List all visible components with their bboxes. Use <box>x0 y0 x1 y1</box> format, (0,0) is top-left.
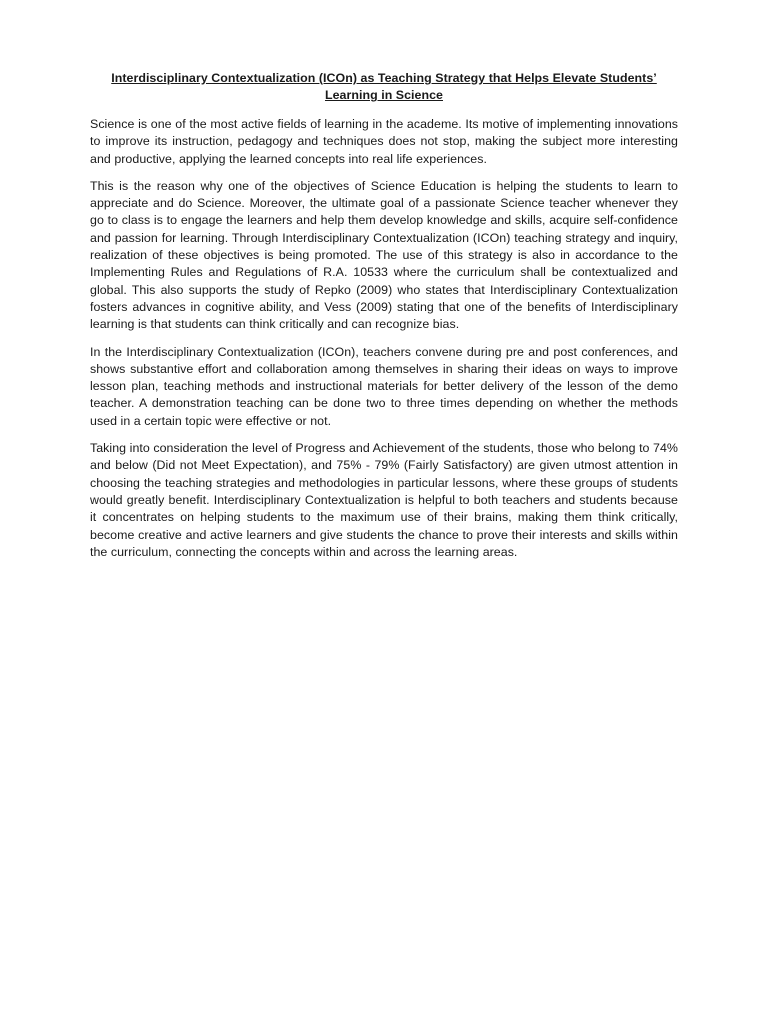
paragraph-4: Taking into consideration the level of Progress and Achievement of the students, those who belong to 74% and below (Did not Meet Expectation), and 75% - 79% (Fairly Satisfactory) are given utmost attention in choosing the teaching strategies and methodologies in particular lessons, where these groups of students would greatly benefit. Interdisciplinary Contextualization is helpful to both teachers and students because it concentrates on helping students to the maximum use of their brains, making them think critically, become creative and active learners and give students the chance to prove their interests and skills within the curriculum, connecting the concepts within and across the learning areas. <box>90 441 678 559</box>
document-page <box>90 70 678 571</box>
paragraph-2: This is the reason why one of the objectives of Science Education is helping the students to learn to appreciate and do Science. Moreover, the ultimate goal of a passionate Science teacher whenever they go to class is to engage the learners and help them develop knowledge and skills, acquire self-confidence and passion for learning. Through Interdisciplinary Contextualization (ICOn) teaching strategy and inquiry, realization of these objectives is being promoted. The use of this strategy is also in accordance to the Implementing Rules and Regulations of R.A. 10533 where the curriculum shall be contextualized and global. This also supports the study of Repko (2009) who states that Interdisciplinary Contextualization fosters advances in cognitive ability, and Vess (2009) stating that one of the benefits of Interdisciplinary learning is that students can think critically and can recognize bias. <box>90 178 678 332</box>
paragraph-1: Science is one of the most active fields of learning in the academe. Its motive of implementing innovations to improve its instruction, pedagogy and techniques does not stop, making the subject more interesting and productive, applying the learned concepts into real life experiences. <box>90 117 678 166</box>
paragraph-3: In the Interdisciplinary Contextualization (ICOn), teachers convene during pre and post conferences, and shows substantive effort and collaboration among themselves in sharing their ideas on ways to improve lesson plan, teaching methods and instructional materials for better delivery of the lesson of the demo teacher. A demonstration teaching can be done two to three times depending on whether the methods used in a certain topic were effective or not. <box>90 344 678 428</box>
document-title: Interdisciplinary Contextualization (ICOn) as Teaching Strategy that Helps Elevate Students’ Learning in Science <box>111 71 657 102</box>
